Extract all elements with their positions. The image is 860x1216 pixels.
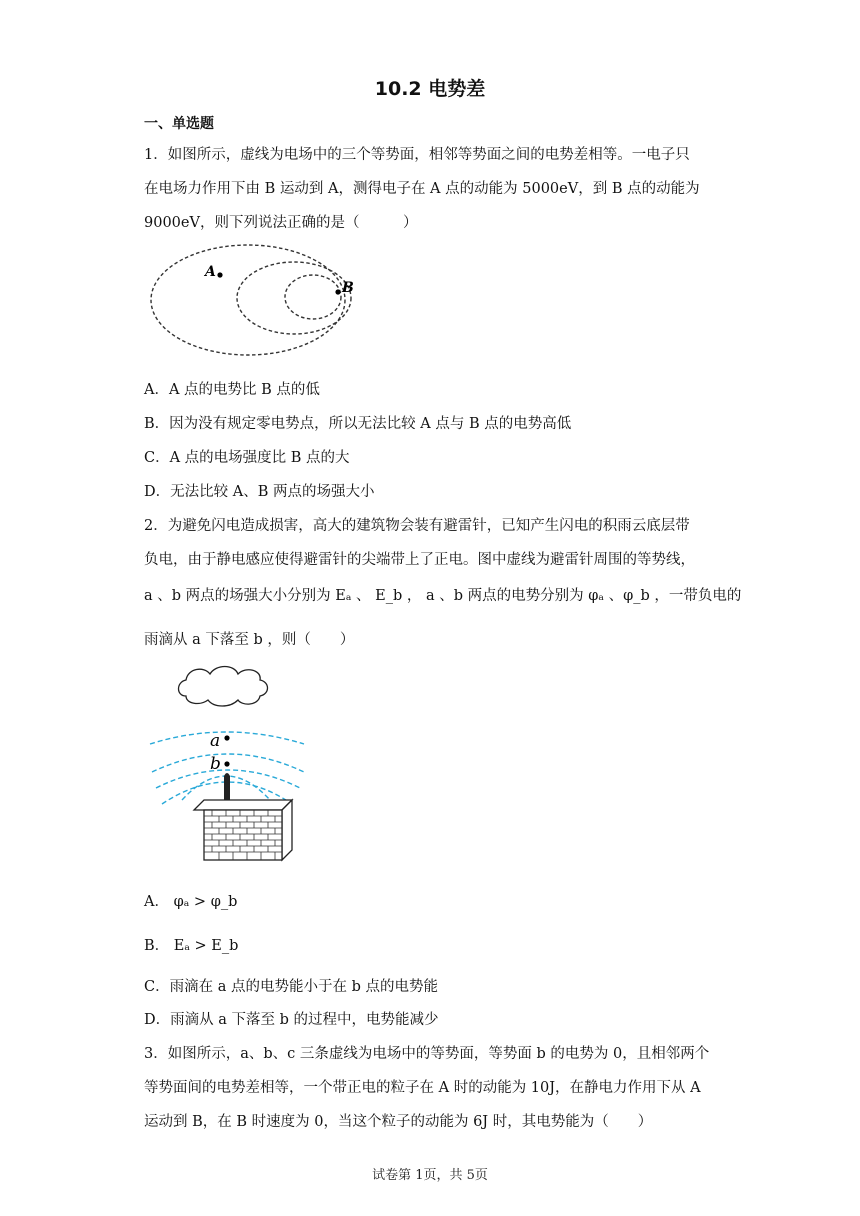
outer-equipotential: [151, 245, 345, 355]
point-b-dot: [335, 289, 340, 294]
q2-option-c: C．雨滴在 a 点的电势能小于在 b 点的电势能: [144, 979, 438, 995]
q3-line-3: 运动到 B，在 B 时速度为 0，当这个粒子的动能为 6J 时，其电势能为（ ）: [144, 1114, 653, 1130]
cloud-icon: [179, 667, 268, 707]
inner-equipotential: [285, 275, 341, 319]
q2-option-a: A． φₐ > φ_b: [144, 894, 238, 910]
q1-option-a: A．A 点的电势比 B 点的低: [144, 382, 320, 398]
q2-option-d: D．雨滴从 a 下落至 b 的过程中，电势能减少: [144, 1012, 439, 1028]
building-top: [194, 800, 292, 810]
q2-line-1: 2．为避免闪电造成损害，高大的建筑物会装有避雷针，已知产生闪电的积雨云底层带: [144, 518, 690, 534]
q1-line-3: 9000eV，则下列说法正确的是（ ）: [144, 215, 418, 231]
q1-line-1: 1．如图所示，虚线为电场中的三个等势面，相邻等势面之间的电势差相等。一电子只: [144, 147, 690, 163]
building-front: [204, 810, 282, 860]
point-b-dot: [224, 761, 229, 766]
page-footer: 试卷第 1页，共 5页: [372, 1168, 488, 1183]
section-heading: 一、单选题: [144, 116, 214, 132]
lightning-rod: [224, 773, 230, 800]
q1-option-c: C．A 点的电场强度比 B 点的大: [144, 450, 350, 466]
equipotential-figure-1: [146, 242, 366, 362]
q2-option-b: B． Eₐ > E_b: [144, 938, 239, 954]
q3-line-1: 3．如图所示，a、b、c 三条虚线为电场中的等势面，等势面 b 的电势为 0，且相邻两个: [144, 1046, 710, 1062]
point-a-label: a: [210, 731, 221, 751]
q2-line-3: a 、b 两点的场强大小分别为 Eₐ 、 E_b ， a 、b 两点的电势分别为 φₐ 、φ_b ，一带负电的: [144, 588, 742, 604]
point-a-dot: [224, 735, 229, 740]
point-b-label: B: [342, 280, 354, 296]
q1-option-b: B．因为没有规定零电势点，所以无法比较 A 点与 B 点的电势高低: [144, 416, 572, 432]
middle-equipotential: [237, 262, 351, 334]
point-a-dot: [217, 272, 222, 277]
building-side: [282, 800, 292, 860]
q1-line-2: 在电场力作用下由 B 运动到 A，测得电子在 A 点的动能为 5000eV，到 B 点的动能为: [144, 181, 700, 197]
point-a-label: A: [205, 264, 216, 280]
lightning-rod-figure: [146, 660, 316, 865]
point-b-label: b: [210, 754, 221, 774]
q3-line-2: 等势面间的电势差相等，一个带正电的粒子在 A 时的动能为 10J，在静电力作用下从 A: [144, 1080, 701, 1096]
q2-line-2: 负电，由于静电感应使得避雷针的尖端带上了正电。图中虚线为避雷针周围的等势线，: [144, 552, 695, 568]
page-title: 10.2 电势差: [374, 78, 486, 100]
q2-line-4: 雨滴从 a 下落至 b ，则（ ）: [144, 632, 355, 648]
q1-option-d: D．无法比较 A、B 两点的场强大小: [144, 484, 375, 500]
